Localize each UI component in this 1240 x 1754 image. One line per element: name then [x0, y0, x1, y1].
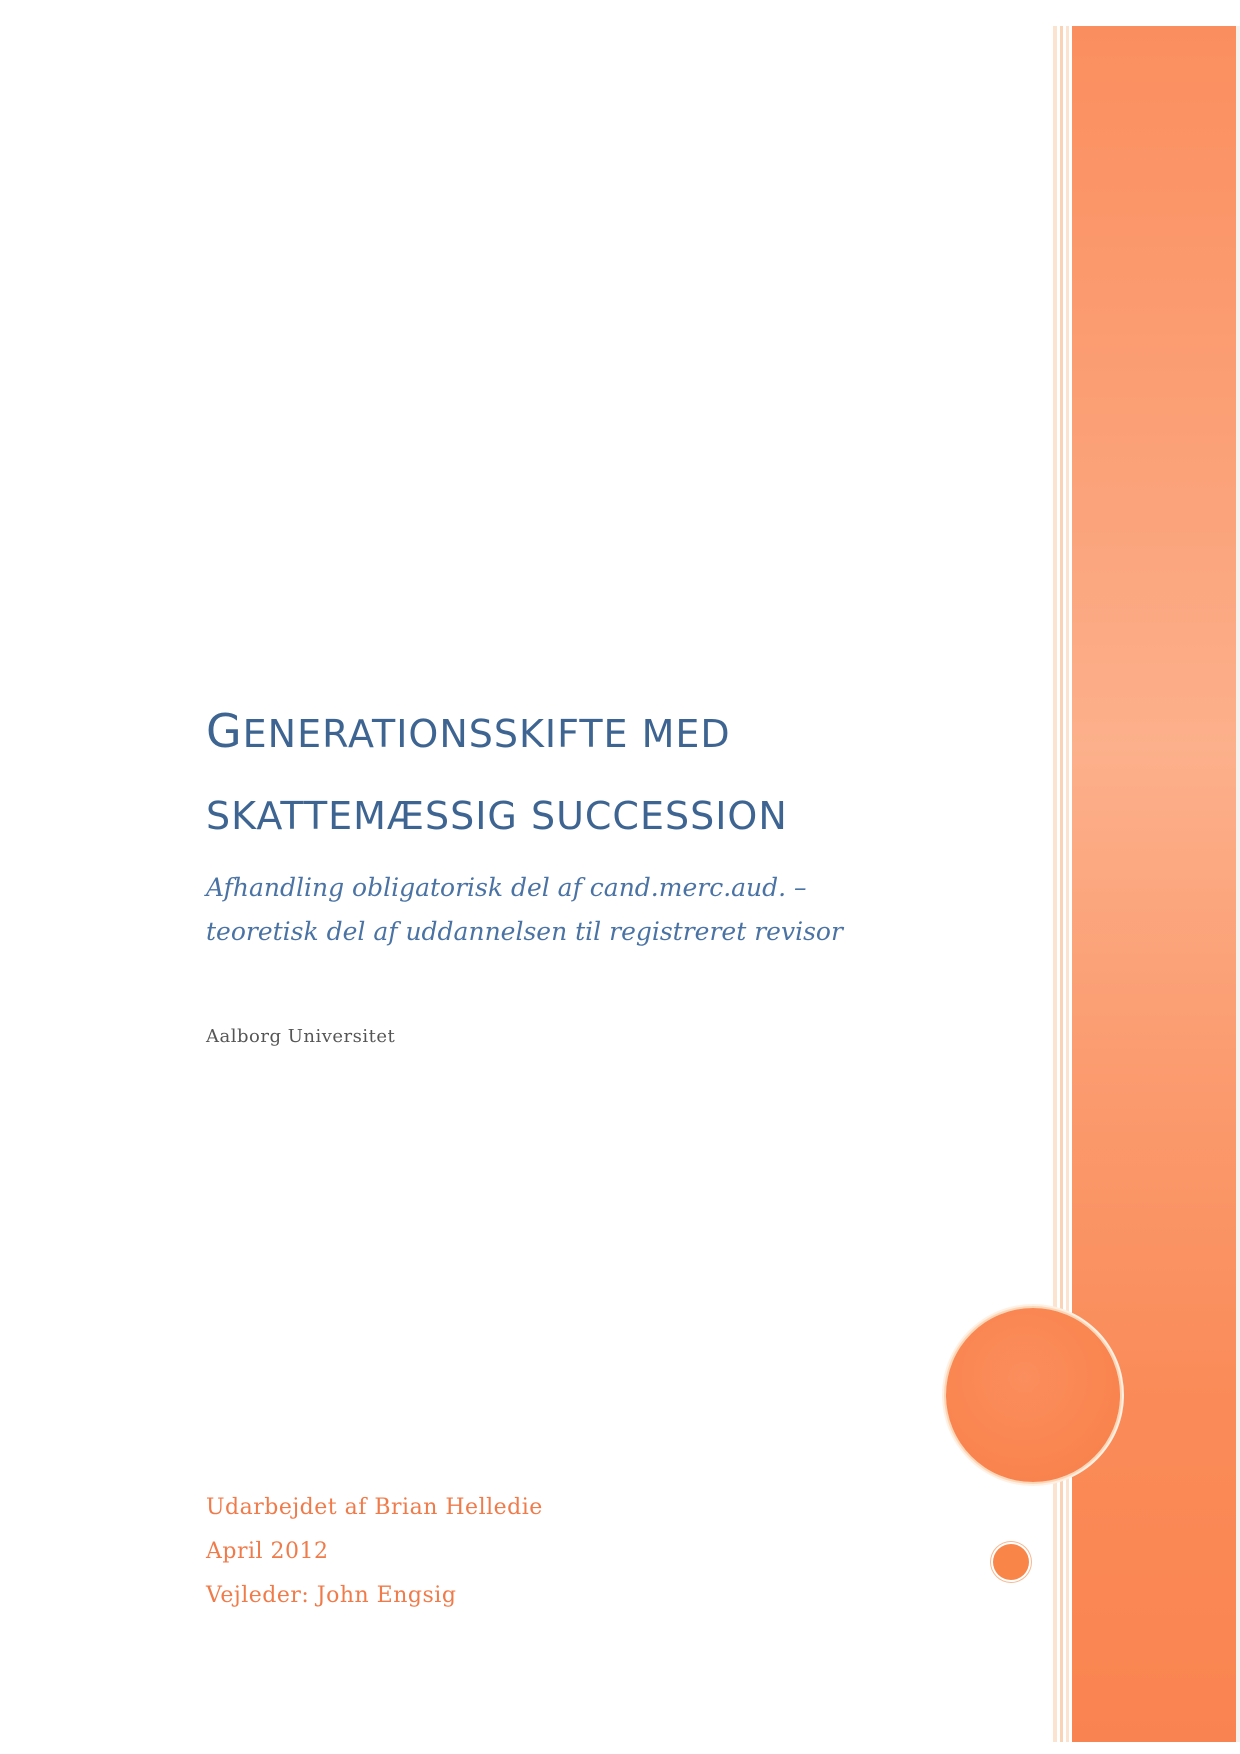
supervisor-line: Vejleder: John Engsig	[206, 1583, 457, 1608]
institution-name: Aalborg Universitet	[206, 1026, 396, 1047]
date-line: April 2012	[206, 1539, 329, 1564]
decorative-small-circle	[993, 1544, 1029, 1580]
decorative-large-circle	[946, 1308, 1120, 1482]
title-line-1: GENERATIONSSKIFTE MED	[206, 704, 731, 758]
subtitle-line-1: Afhandling obligatorisk del af cand.merc.aud. –	[206, 873, 807, 902]
decorative-band-edge	[1236, 26, 1240, 1742]
decorative-stripe	[1066, 26, 1069, 1742]
title-line-2: SKATTEMÆSSIG SUCCESSION	[206, 794, 788, 838]
author-info	[206, 1486, 543, 1618]
decorative-stripe	[1053, 26, 1057, 1742]
decorative-orange-band	[1072, 26, 1240, 1742]
document-subtitle	[206, 866, 906, 954]
title-line-1-initial: G	[206, 704, 243, 758]
document-title	[206, 690, 966, 857]
subtitle-line-2: teoretisk del af uddannelsen til registreret revisor	[206, 917, 843, 946]
decorative-stripe	[1060, 26, 1063, 1742]
author-line: Udarbejdet af Brian Helledie	[206, 1495, 543, 1520]
